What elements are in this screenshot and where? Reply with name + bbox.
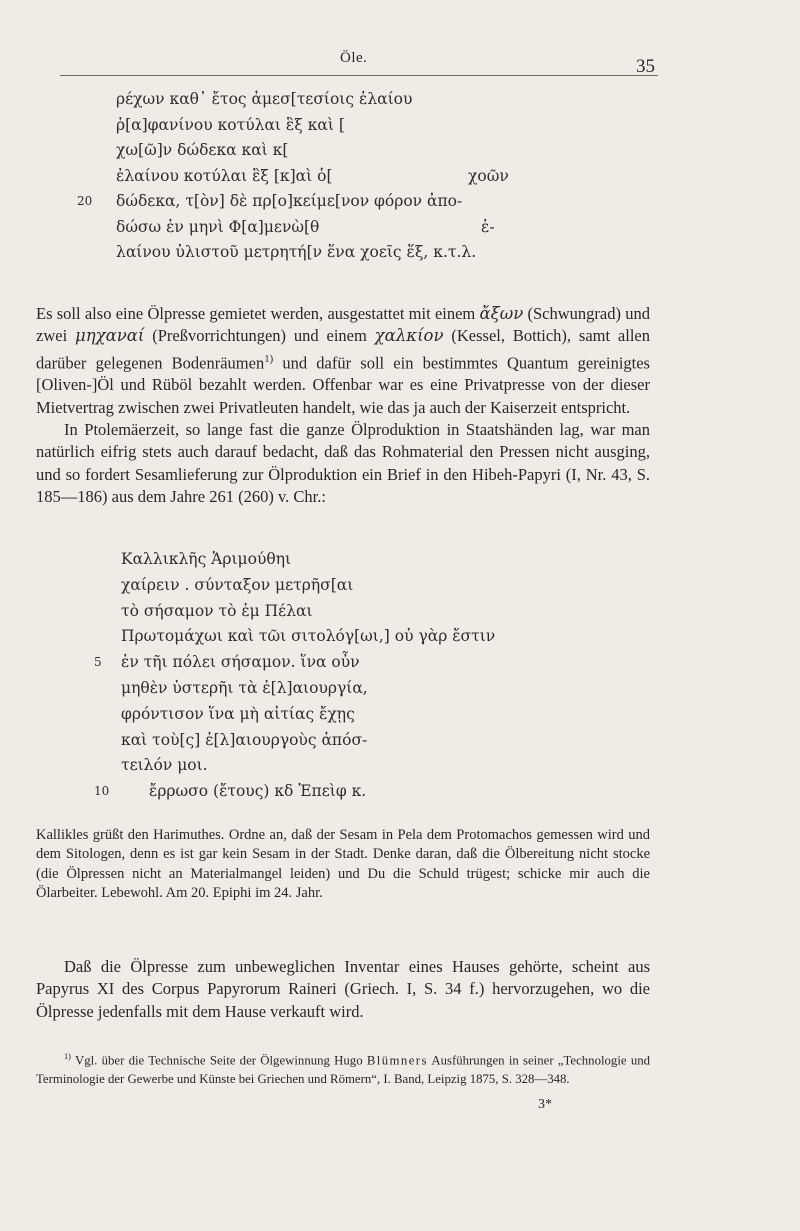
body-paragraph-1 <box>36 303 650 508</box>
papyrus-line <box>77 189 676 215</box>
translation-text: Kallikles grüßt den Harimuthes. Ordne an, daß der Sesam in Pela dem Protomachos gemessen wird und dem Sitologen, denn es ist gar kein Sesam in der Stadt. Denke daran, daß die Ölbereitung nicht stocke (die Ölpressen nicht an Materialmangel leiden) und Du die Schuld trügest; schicke mir auch die Ölarbeiter. Lebewohl. Am 20. Epiphi im 24. Jahr. <box>36 827 650 902</box>
papyrus-text-2 <box>94 547 641 805</box>
footnote-mark: 1) <box>64 1052 71 1061</box>
papyrus-line-text: Καλλικλῆς Ἁριμούθηι <box>121 550 292 568</box>
page-number: 35 <box>636 56 655 77</box>
line-number: 5 <box>94 655 102 670</box>
papyrus-line-right-text: χοῶν <box>468 166 509 185</box>
papyrus-line-text: ἐλαίνου κοτύλαι ἓξ [κ]αὶ ὁ[ <box>116 166 333 185</box>
papyrus-line-text: τειλόν μοι. <box>121 756 208 775</box>
papyrus-line <box>121 676 641 702</box>
papyrus-line <box>121 702 641 728</box>
papyrus-line <box>121 753 641 779</box>
translation-block <box>36 826 650 904</box>
text-run: Vgl. über die Technische Seite der Ölgewinnung Hugo <box>70 1053 367 1068</box>
papyrus-line <box>121 728 641 754</box>
papyrus-line <box>116 87 676 113</box>
text-run: und dafür soll ein bestimmtes Quantum gereinigtes [Oliven-]Öl und Rüböl bezahlt werden. Offenbar war es eine Privatpresse von der dieser Mietvertrag zwischen zwei Privatleuten handelt, wie das ja auch der Kaiserzeit entspricht. <box>36 353 650 417</box>
text-run: (Schwungrad) und zwei <box>36 304 650 346</box>
papyrus-line <box>94 779 641 805</box>
papyrus-line <box>94 650 641 676</box>
line-number: 20 <box>77 194 93 208</box>
greek-term: μηχαναί <box>75 326 145 346</box>
papyrus-line-text: μηθὲν ὑστερῆι τὰ ἐ[λ]αιουργία, <box>121 678 368 697</box>
footnote-text <box>36 1047 650 1089</box>
papyrus-line <box>116 215 676 241</box>
papyrus-line-text: τὸ σήσαμον τὸ ἐμ Πέλαι <box>121 601 313 620</box>
papyrus-text-1 <box>77 87 676 266</box>
paragraph <box>36 303 650 419</box>
papyrus-line-text: φρόντισον ἵνα μὴ αἰτίας ἔχῃς <box>121 704 355 723</box>
author-name: Blümners <box>366 1053 428 1068</box>
papyrus-line <box>116 138 676 164</box>
papyrus-line-text: καὶ τοὺ[ς] ἐ[λ]αιουργοὺς ἀπόσ- <box>121 730 368 749</box>
papyrus-line-right-text: ἐ- <box>481 217 495 236</box>
text-run: (Kessel, Bottich), samt allen darüber gelegenen Bodenräumen <box>36 326 650 373</box>
papyrus-line-text: ῥ[α]φανίνου κοτύλαι ἓξ καὶ [ <box>116 115 345 134</box>
footnote <box>36 1047 650 1089</box>
text-run: (Preßvorrichtungen) und einem <box>144 326 375 346</box>
papyrus-line <box>121 547 641 573</box>
body-paragraph-2 <box>36 956 650 1023</box>
greek-term: χαλκίον <box>374 326 444 346</box>
papyrus-line-text: ἐν τῆι πόλει σήσαμον. ἵνα οὖν <box>121 653 360 672</box>
papyrus-line-text: χαίρειν . σύνταξον μετρῆσ[αι <box>121 575 354 594</box>
greek-term: ἄξων <box>479 304 524 323</box>
papyrus-line <box>121 573 641 599</box>
papyrus-line <box>121 599 641 625</box>
paragraph: Daß die Ölpresse zum unbeweglichen Inventar eines Hauses gehörte, scheint aus Papyrus XI des Corpus Papyrorum Raineri (Griech. I, S. 34 f.) hervorzugehen, wo die Ölpresse jedenfalls mit dem Hause verkauft wird. <box>36 957 650 1021</box>
papyrus-line-text: ρέχων καθ᾽ ἔτος ἀμεσ[τεσίοις ἐλαίου <box>116 90 413 108</box>
running-head: Öle. <box>340 50 368 66</box>
papyrus-line <box>116 240 676 266</box>
papyrus-line-text: Πρωτομάχωι καὶ τῶι σιτολόγ[ωι,] οὐ γὰρ ἔστιν <box>121 627 496 646</box>
header-rule <box>60 75 658 76</box>
papyrus-line-text: δώσω ἐν μηνὶ Φ[α]μενὼ[θ <box>116 217 320 236</box>
papyrus-line-text: δώδεκα, τ[ὸν] δὲ πρ[ο]κείμε[νον φόρον ἀπο- <box>116 192 463 210</box>
papyrus-line-text: χω[ῶ]ν δώδεκα καὶ κ[ <box>116 141 289 159</box>
paragraph: In Ptolemäerzeit, so lange fast die ganze Ölproduktion in Staatshänden lag, war man natürlich eifrig stets auch darauf bedacht, daß das Rohmaterial den Pressen nicht ausging, und so fordert Sesamlieferung zur Ölproduktion ein Brief in den Hibeh-Papyri (I, Nr. 43, S. 185—186) aus dem Jahre 261 (260) v. Chr.: <box>36 419 650 506</box>
papyrus-line <box>121 624 641 650</box>
signature-mark: 3* <box>538 1097 552 1112</box>
footnote-reference: 1) <box>264 352 274 365</box>
papyrus-line-text: λαίνου ὑλιστοῦ μετρητή[ν ἕνα χοεῖς ἕξ, κ.τ.λ. <box>116 243 477 261</box>
papyrus-line-text: ἔρρωσο (ἔτους) κδ Ἐπεὶφ κ. <box>149 782 367 801</box>
text-run: Es soll also eine Ölpresse gemietet werden, ausgestattet mit einem <box>36 304 480 323</box>
papyrus-line <box>116 164 676 190</box>
papyrus-line <box>116 113 676 139</box>
line-number: 10 <box>94 784 110 799</box>
text-run: Ausführungen in seiner „Technologie und Terminologie der Gewerbe und Künste bei Griechen und Römern“, I. Band, Leipzig 1875, S. 328—348. <box>36 1053 651 1087</box>
